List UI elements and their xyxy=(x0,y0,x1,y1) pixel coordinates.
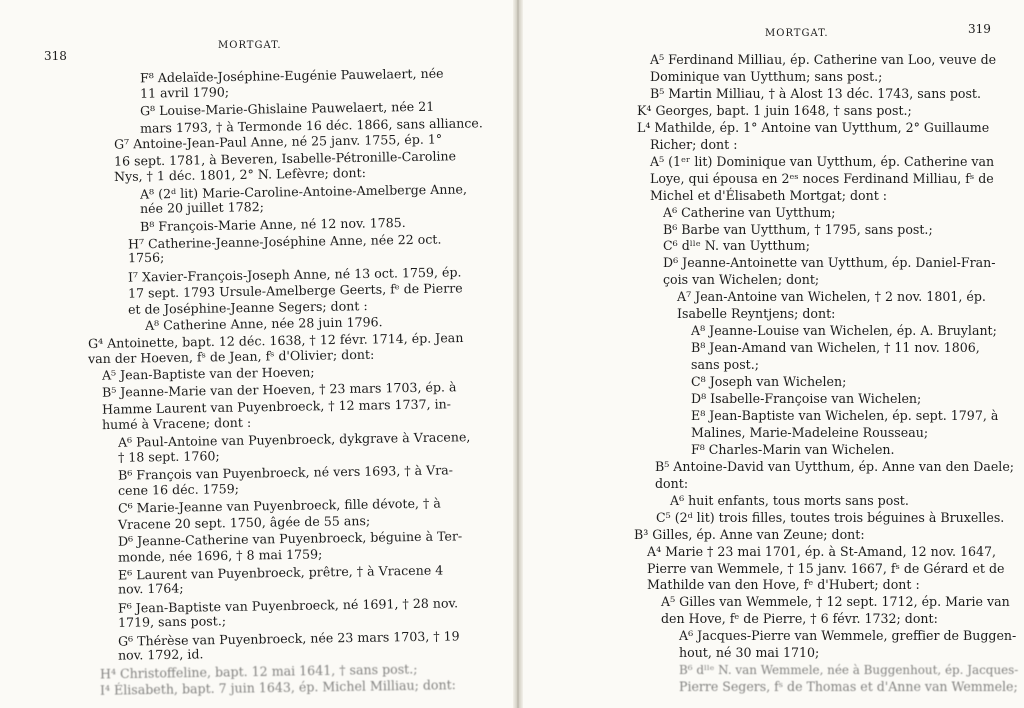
text-line: Nys, † 1 déc. 1801, 2° N. Lefèvre; dont: xyxy=(113,165,367,185)
text-line: D⁸ Isabelle-Françoise van Wichelen; xyxy=(691,391,922,406)
text-line: B⁸ Jean-Amand van Wichelen, † 11 nov. 1806, xyxy=(691,340,980,356)
text-line: G⁴ Antoinette, bapt. 12 déc. 1638, † 12 févr. 1714, ép. Jean xyxy=(87,329,464,351)
text-line: A⁸ (2ᵈ lit) Marie-Caroline-Antoine-Amelberge Anne, xyxy=(139,181,468,202)
text-line: den Hove, fᵉ de Pierre, † 6 févr. 1732; dont: xyxy=(661,611,938,627)
text-line: 1756; xyxy=(127,249,165,266)
text-line: C⁶ Marie-Jeanne van Puyenbroeck, fille dévote, † à xyxy=(117,495,441,516)
text-line: A⁸ Jeanne-Louise van Wichelen, ép. A. Bruylant; xyxy=(691,323,997,339)
text-line: A⁵ (1ᵉʳ lit) Dominique van Uytthum, ép. Catherine van xyxy=(650,153,995,169)
text-line: K⁴ Georges, bapt. 1 juin 1648, † sans post.; xyxy=(637,102,912,118)
text-line: B⁸ François-Marie Anne, né 12 nov. 1785. xyxy=(139,214,406,235)
text-line: F⁶ Jean-Baptiste van Puyenbroeck, né 1691, † 28 nov. xyxy=(117,594,459,616)
text-line: Richer; dont : xyxy=(650,136,738,152)
text-line: A⁶ Catherine van Uytthum; xyxy=(663,204,836,220)
text-line: nov. 1792, id. xyxy=(117,646,204,663)
text-line: 11 avril 1790; xyxy=(139,83,230,101)
text-line: B⁶ Barbe van Uytthum, † 1795, sans post.; xyxy=(663,221,933,237)
text-line: D⁶ Jeanne-Catherine van Puyenbroeck, béguine à Ter- xyxy=(117,528,463,550)
text-line: A⁵ Ferdinand Milliau, ép. Catherine van Loo, veuve de xyxy=(650,52,997,67)
text-line: I⁴ Élisabeth, bapt. 7 juin 1643, ép. Michel Milliau; dont: xyxy=(99,677,456,699)
text-line: sans post.; xyxy=(691,357,759,373)
text-line: F⁸ Adelaïde-Joséphine-Eugénie Pauwelaert, née xyxy=(139,65,444,86)
text-line: A⁶ Paul-Antoine van Puyenbroeck, dykgrave à Vracene, xyxy=(117,429,471,450)
text-line: Pierre van Wemmele, † 15 janv. 1667, fˢ de Gérard et de xyxy=(647,560,1005,576)
text-line: B⁵ Antoine-David van Uytthum, ép. Anne van den Daele; xyxy=(655,458,1015,474)
text-line: H⁷ Catherine-Jeanne-Joséphine Anne, née 22 oct. xyxy=(127,231,442,251)
text-line: nov. 1764; xyxy=(117,580,184,597)
text-line: D⁶ Jeanne-Antoinette van Uytthum, ép. Daniel-Fran- xyxy=(663,255,996,271)
text-line: Dominique van Uytthum; sans post.; xyxy=(650,68,883,84)
text-line: A⁷ Jean-Antoine van Wichelen, † 2 nov. 1801, ép. xyxy=(677,289,986,305)
text-line: C⁵ (2ᵈ lit) trois filles, toutes trois béguines à Bruxelles. xyxy=(656,509,1005,525)
text-line: A⁸ Catherine Anne, née 28 juin 1796. xyxy=(144,314,383,334)
text-line: E⁸ Jean-Baptiste van Wichelen, ép. sept. 1797, à xyxy=(691,407,999,423)
text-line: 17 sept. 1793 Ursule-Amelberge Geerts, fᵉ de Pierre xyxy=(127,280,463,301)
text-line: mars 1793, † à Termonde 16 déc. 1866, sans alliance. xyxy=(139,114,483,136)
text-line: H⁴ Christoffeline, bapt. 12 mai 1641, † sans post.; xyxy=(99,661,418,682)
text-line: Loye, qui épousa en 2ᵉˢ noces Ferdinand Milliau, fˢ de xyxy=(650,170,994,186)
text-line: B⁶ François van Puyenbroeck, né vers 1693, † à Vra- xyxy=(117,462,454,483)
text-line: van der Hoeven, fˢ de Jean, fˢ d'Olivier; dont: xyxy=(87,347,375,367)
running-head: MORTGAT. xyxy=(218,40,282,51)
text-line: † 18 sept. 1760; xyxy=(117,447,220,465)
text-line: dont: xyxy=(655,475,689,491)
text-line: Pierre Segers, fˢ de Thomas et d'Anne van Wemmele; xyxy=(679,679,1018,695)
text-line: née 20 juillet 1782; xyxy=(139,199,265,217)
text-line: Malines, Marie-Madeleine Rousseau; xyxy=(691,424,929,440)
text-line: A⁵ Jean-Baptiste van der Hoeven; xyxy=(101,364,315,383)
text-line: hout, né 30 mai 1710; xyxy=(679,645,820,661)
text-line: Hamme Laurent van Puyenbroeck, † 12 mars 1737, in- xyxy=(101,396,452,417)
text-line: humé à Vracene; dont : xyxy=(101,414,252,432)
page-number: 319 xyxy=(968,22,991,36)
text-line: çois van Wichelen; dont; xyxy=(663,272,820,288)
text-line: Michel et d'Élisabeth Mortgat; dont : xyxy=(650,187,888,203)
text-line: monde, née 1696, † 8 mai 1759; xyxy=(117,546,323,565)
text-line: I⁷ Xavier-François-Joseph Anne, né 13 oct. 1759, ép. xyxy=(127,263,462,285)
text-line: B⁵ Martin Milliau, † à Alost 13 déc. 1743, sans post. xyxy=(650,85,981,101)
text-line: F⁸ Charles-Marin van Wichelen. xyxy=(691,441,895,457)
text-line: Vracene 20 sept. 1750, âgée de 55 ans; xyxy=(117,512,371,532)
page-number: 318 xyxy=(44,49,67,63)
text-line: Mathilde van den Hove, fᵉ d'Hubert; dont : xyxy=(647,577,920,593)
text-line: A⁶ Jacques-Pierre van Wemmele, greffier de Buggen- xyxy=(679,628,1017,644)
text-line: A⁵ Gilles van Wemmele, † 12 sept. 1712, ép. Marie van xyxy=(661,594,1010,610)
right-page xyxy=(522,0,1024,708)
text-line: 1719, sans post.; xyxy=(117,613,227,630)
text-line: G⁷ Antoine-Jean-Paul Anne, né 25 janv. 1755, ép. 1° xyxy=(113,131,443,152)
text-line: C⁶ dˡˡᵉ N. van Uytthum; xyxy=(663,238,810,254)
text-line: B⁶ dˡˡᵉ N. van Wemmele, née à Buggenhout, ép. Jacques- xyxy=(679,663,1019,678)
text-line: B⁵ Jeanne-Marie van der Hoeven, † 23 mars 1703, ép. à xyxy=(101,379,457,401)
text-line: et de Joséphine-Jeanne Segers; dont : xyxy=(127,297,368,317)
text-line: A⁴ Marie † 23 mai 1701, ép. à St-Amand, 12 nov. 1647, xyxy=(647,543,997,559)
text-line: 16 sept. 1781, à Beveren, Isabelle-Pétronille-Caroline xyxy=(113,148,457,169)
text-line: G⁶ Thérèse van Puyenbroeck, née 23 mars 1703, † 19 xyxy=(117,628,460,649)
text-line: E⁶ Laurent van Puyenbroeck, prêtre, † à Vracene 4 xyxy=(117,561,444,583)
text-line: Isabelle Reyntjens; dont: xyxy=(677,306,836,322)
text-line: L⁴ Mathilde, ép. 1° Antoine van Uytthum, 2° Guillaume xyxy=(637,119,990,135)
text-line: B³ Gilles, ép. Anne van Zeune; dont: xyxy=(634,526,865,542)
running-head: MORTGAT. xyxy=(765,28,829,39)
text-line: G⁸ Louise-Marie-Ghislaine Pauwelaert, née 21 xyxy=(139,98,435,119)
text-line: C⁸ Joseph van Wichelen; xyxy=(691,374,847,390)
text-line: A⁶ huit enfants, tous morts sans post. xyxy=(670,492,909,508)
text-line: cene 16 déc. 1759; xyxy=(117,480,240,498)
